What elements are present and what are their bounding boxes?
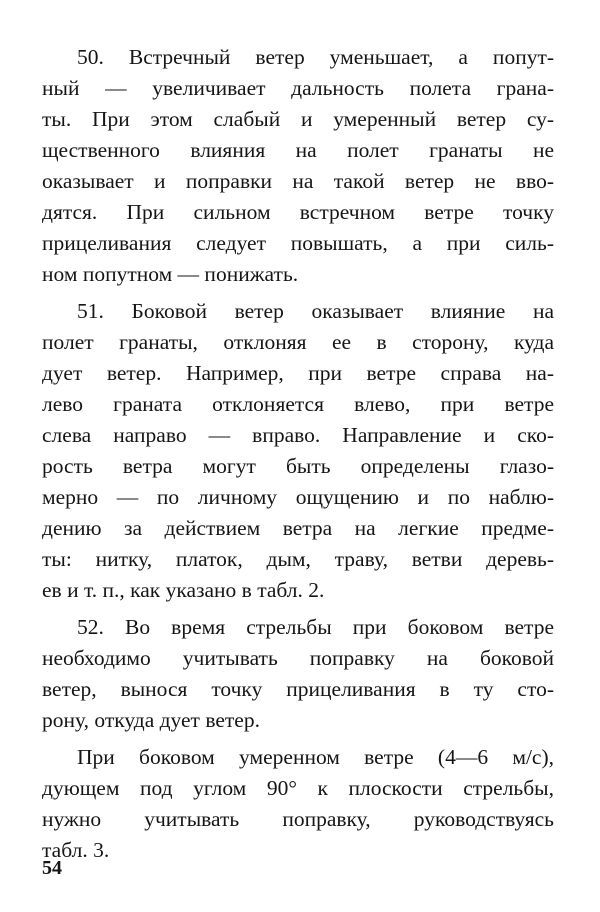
paragraph-50-line-2: ный — увеличивает дальность полета грана- xyxy=(42,76,554,100)
page-number: 54 xyxy=(42,857,62,879)
paragraph-50-line-5: оказывает и поправки на такой ветер не вво- xyxy=(42,169,554,193)
paragraph-53-line-4: табл. 3. xyxy=(42,838,110,862)
paragraph-52-line-4: рону, откуда дует ветер. xyxy=(42,708,260,732)
paragraph-51-line-9: ты: нитку, платок, дым, траву, ветви деревь- xyxy=(42,547,554,571)
paragraph-51-line-8: дению за действием ветра на легкие предме- xyxy=(42,516,554,540)
paragraph-51-line-3: дует ветер. Например, при ветре справа на- xyxy=(42,361,554,385)
paragraph-50-line-8: ном попутном — понижать. xyxy=(42,262,299,286)
paragraph-52-line-2: необходимо учитывать поправку на боковой xyxy=(42,646,554,670)
paragraph-51-line-5: слева направо — вправо. Направление и ско- xyxy=(42,423,554,447)
paragraph-50-line-1: 50. Встречный ветер уменьшает, а попут- xyxy=(77,45,554,69)
paragraph-53-line-2: дующем под углом 90° к плоскости стрельбы, xyxy=(42,776,554,800)
paragraph-50-line-3: ты. При этом слабый и умеренный ветер су- xyxy=(42,107,554,131)
paragraph-51-line-7: мерно — по личному ощущению и по наблю- xyxy=(42,485,554,509)
paragraph-51-line-2: полет гранаты, отклоняя ее в сторону, куда xyxy=(42,330,554,354)
paragraph-52-line-3: ветер, вынося точку прицеливания в ту сто- xyxy=(42,677,554,701)
paragraph-51-line-1: 51. Боковой ветер оказывает влияние на xyxy=(77,299,554,323)
paragraph-50-line-6: дятся. При сильном встречном ветре точку xyxy=(42,200,554,224)
paragraph-53-line-3: нужно учитывать поправку, руководствуясь xyxy=(42,807,554,831)
paragraph-52-line-1: 52. Во время стрельбы при боковом ветре xyxy=(77,615,554,639)
paragraph-51-line-10: ев и т. п., как указано в табл. 2. xyxy=(42,578,325,602)
paragraph-51-line-4: лево граната отклоняется влево, при ветре xyxy=(42,392,554,416)
paragraph-53-line-1: При боковом умеренном ветре (4—6 м/с), xyxy=(77,745,554,769)
paragraph-51-line-6: рость ветра могут быть определены глазо- xyxy=(42,454,554,478)
paragraph-50-line-7: прицеливания следует повышать, а при силь- xyxy=(42,231,554,255)
paragraph-50-line-4: щественного влияния на полет гранаты не xyxy=(42,138,554,162)
